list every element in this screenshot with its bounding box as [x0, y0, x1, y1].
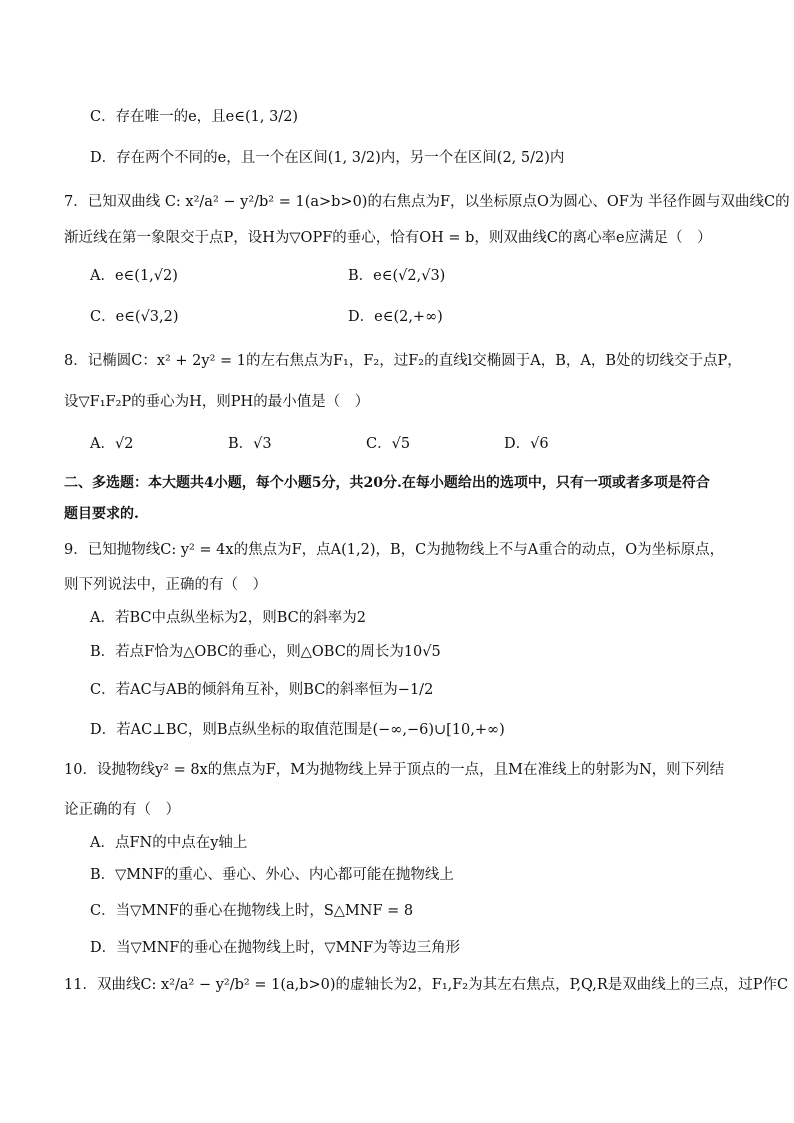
q11-stem-line1: 11．双曲线C: x²/a² − y²/b² = 1(a,b>0)的虚轴长为2，F₁,F₂为其左右焦点，P,Q,R是双曲线上的三点，过P作C [64, 977, 789, 993]
q8-stem-line1: 8．记椭圆C：x² + 2y² = 1的左右焦点为F₁，F₂，过F₂的直线l交椭圆于A，B，A，B处的切线交于点P， [64, 353, 742, 369]
q8-option-d: D．√6 [504, 436, 549, 452]
q6-option-c: C．存在唯一的e，且e∈(1, 3/2) [90, 109, 299, 125]
section-heading-line2: 题目要求的. [64, 506, 139, 522]
q7-option-a: A．e∈(1,√2) [90, 268, 178, 284]
q8-option-c: C．√5 [366, 436, 411, 452]
q9-stem-line2: 则下列说法中，正确的有（ ） [64, 577, 267, 593]
q8-stem-line2: 设▽F₁F₂P的垂心为H，则PH的最小值是（ ） [64, 394, 370, 410]
q8-options [90, 433, 754, 455]
q10-stem-line1: 10．设抛物线y² = 8x的焦点为F，M为抛物线上异于顶点的一点，且M在准线上的射影为N，则下列结 [64, 762, 725, 778]
q10-option-d: D．当▽MNF的垂心在抛物线上时，▽MNF为等边三角形 [90, 940, 461, 956]
q9-option-b: B．若点F恰为△OBC的垂心，则△OBC的周长为10√5 [90, 644, 441, 660]
q10-option-a: A．点FN的中点在y轴上 [90, 835, 248, 851]
q7-option-b: B．e∈(√2,√3) [348, 268, 446, 284]
q10-option-c: C．当▽MNF的垂心在抛物线上时，S△MNF = 8 [90, 903, 414, 919]
q7-options-row2 [90, 306, 754, 328]
q7-options-row1 [90, 265, 754, 287]
section-heading-line1: 二、多选题：本大题共4小题，每个小题5分，共20分.在每小题给出的选项中，只有一项或者多项是符合 [64, 475, 710, 491]
q6-option-d: D．存在两个不同的e，且一个在区间(1, 3/2)内，另一个在区间(2, 5/2)内 [90, 150, 565, 166]
q10-stem-line2: 论正确的有（ ） [64, 802, 180, 818]
q9-option-d: D．若AC⊥BC，则B点纵坐标的取值范围是(−∞,−6)∪[10,+∞) [90, 722, 505, 738]
q7-stem-line1: 7．已知双曲线 C: x²/a² − y²/b² = 1(a>b>0)的右焦点为F，以坐标原点O为圆心、OF为 半径作圆与双曲线C的 [64, 194, 790, 210]
q9-stem-line1: 9．已知抛物线C: y² = 4x的焦点为F，点A(1,2)，B，C为抛物线上不与A重合的动点，O为坐标原点， [64, 542, 725, 558]
q7-option-d: D．e∈(2,+∞) [348, 309, 443, 325]
q10-option-b: B．▽MNF的重心、垂心、外心、内心都可能在抛物线上 [90, 867, 454, 883]
q8-option-a: A．√2 [90, 436, 134, 452]
q7-option-c: C．e∈(√3,2) [90, 309, 179, 325]
q8-option-b: B．√3 [228, 436, 272, 452]
q7-stem-line2: 渐近线在第一象限交于点P，设H为▽OPF的垂心，恰有OH = b，则双曲线C的离心率e应满足（ ） [64, 230, 712, 246]
q9-option-a: A．若BC中点纵坐标为2，则BC的斜率为2 [90, 610, 366, 626]
q9-option-c: C．若AC与AB的倾斜角互补，则BC的斜率恒为−1/2 [90, 682, 434, 698]
